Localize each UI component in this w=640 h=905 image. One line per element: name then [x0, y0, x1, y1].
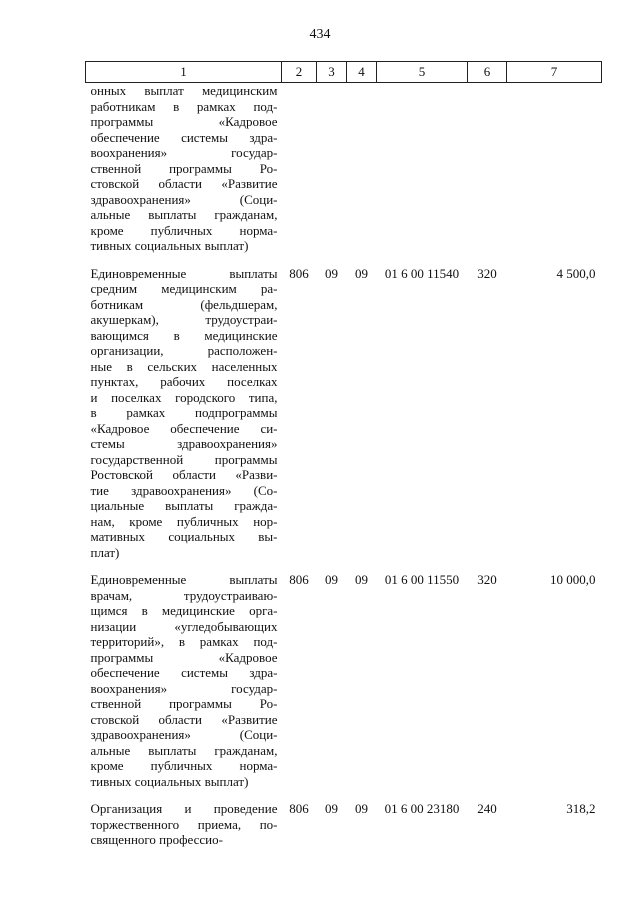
description-line: работникам в рамках под-: [90, 98, 278, 114]
description-line: тивных социальных выплат): [90, 773, 249, 789]
subsection-code: 09: [355, 572, 368, 587]
description-line: циальные выплаты гражда-: [90, 498, 278, 513]
description-line: обеспечение системы здра-: [90, 129, 278, 145]
description-line: воохранения» государ-: [90, 145, 278, 160]
description-line: акушеркам), трудоустраи-: [90, 312, 278, 327]
column-header-5: 5: [377, 62, 468, 83]
description-line: мативных социальных вы-: [90, 529, 278, 544]
description-line: стовской области «Развитие: [90, 711, 278, 727]
row-description: [86, 83, 282, 266]
ministry-code: 806: [289, 801, 309, 816]
description-line: «Кадровое обеспечение си-: [90, 420, 278, 436]
description-line: стемы здравоохранения»: [90, 436, 278, 451]
description-line: стовской области «Развитие: [90, 176, 278, 191]
description-line: ственной программы Ро-: [90, 696, 278, 711]
description-line: пунктах, рабочих поселках: [90, 374, 278, 389]
target-article-code: 01 6 00 23180: [384, 801, 460, 816]
description-line: Единовременные выплаты: [90, 572, 278, 587]
description-line: и поселках городского типа,: [90, 389, 278, 405]
description-line: ственной программы Ро-: [90, 160, 278, 176]
description-line: тие здравоохранения» (Со-: [90, 482, 278, 498]
column-header-3: 3: [317, 62, 347, 83]
target-article-code: 01 6 00 11550: [384, 572, 460, 587]
amount: [507, 83, 602, 266]
table-body: [86, 83, 602, 860]
description-line: альные выплаты гражданам,: [90, 742, 278, 758]
description-line: здравоохранения» (Соци-: [90, 191, 278, 207]
description-line: торжественного приема, по-: [90, 816, 278, 832]
target-article-code: [377, 83, 468, 266]
section-code: 09: [325, 572, 338, 587]
subsection-code: [347, 83, 377, 266]
description-line: онных выплат медицинским: [90, 83, 278, 98]
ministry-code: [282, 83, 317, 266]
budget-table: [85, 61, 602, 860]
table-row: [86, 801, 602, 860]
description-line: щимся в медицинские орга-: [90, 603, 278, 618]
expense-type-code: 240: [477, 801, 497, 816]
subsection-code: 09: [355, 265, 368, 281]
table-row: [86, 572, 602, 801]
description-line: священного профессио-: [90, 832, 223, 847]
description-line: кроме публичных норма-: [90, 758, 278, 773]
column-header-2: 2: [282, 62, 317, 83]
description-line: вающимся в медицинские: [90, 327, 278, 343]
description-line: программы «Кадровое: [90, 114, 278, 129]
row-description: [86, 266, 282, 573]
description-line: тивных социальных выплат): [90, 238, 249, 253]
table-row: [86, 83, 602, 266]
amount: 10 000,0: [550, 572, 596, 587]
description-line: программы «Кадровое: [90, 649, 278, 665]
section-code: 09: [325, 801, 338, 816]
table-row: [86, 266, 602, 573]
expense-type-code: 320: [477, 265, 497, 281]
row-description: [86, 801, 282, 860]
description-line: средним медицинским ра-: [90, 281, 278, 296]
description-line: нам, кроме публичных нор-: [90, 513, 278, 529]
ministry-code: 806: [289, 572, 309, 587]
description-line: альные выплаты гражданам,: [90, 207, 278, 222]
column-number-header-row: [86, 62, 602, 83]
column-header-1: 1: [86, 62, 282, 83]
section-code: [317, 83, 347, 266]
target-article-code: 01 6 00 11540: [384, 265, 460, 281]
description-line: плат): [90, 544, 120, 560]
page-number: 434: [309, 27, 331, 42]
ministry-code: 806: [289, 265, 309, 281]
description-line: территорий», в рамках под-: [90, 634, 278, 649]
subsection-code: 09: [355, 801, 368, 816]
expense-type-code: [468, 83, 507, 266]
description-line: обеспечение системы здра-: [90, 665, 278, 680]
description-line: кроме публичных норма-: [90, 222, 278, 238]
amount: 318,2: [566, 801, 596, 816]
amount: 4 500,0: [556, 265, 596, 281]
description-line: ботникам (фельдшерам,: [90, 296, 278, 312]
section-code: 09: [325, 265, 338, 281]
description-line: здравоохранения» (Соци-: [90, 727, 278, 742]
description-line: низации «угледобывающих: [90, 618, 278, 634]
column-header-7: 7: [507, 62, 602, 83]
description-line: Ростовской области «Разви-: [90, 467, 278, 482]
expense-type-code: 320: [477, 572, 497, 587]
column-header-4: 4: [347, 62, 377, 83]
description-line: воохранения» государ-: [90, 680, 278, 696]
description-line: в рамках подпрограммы: [90, 405, 278, 420]
row-description: [86, 572, 282, 801]
description-line: государственной программы: [90, 451, 278, 467]
column-header-6: 6: [468, 62, 507, 83]
description-line: ные в сельских населенных: [90, 358, 278, 374]
description-line: Организация и проведение: [90, 801, 278, 816]
description-line: Единовременные выплаты: [90, 265, 278, 281]
description-line: организации, расположен-: [90, 343, 278, 358]
description-line: врачам, трудоустраиваю-: [90, 587, 278, 603]
